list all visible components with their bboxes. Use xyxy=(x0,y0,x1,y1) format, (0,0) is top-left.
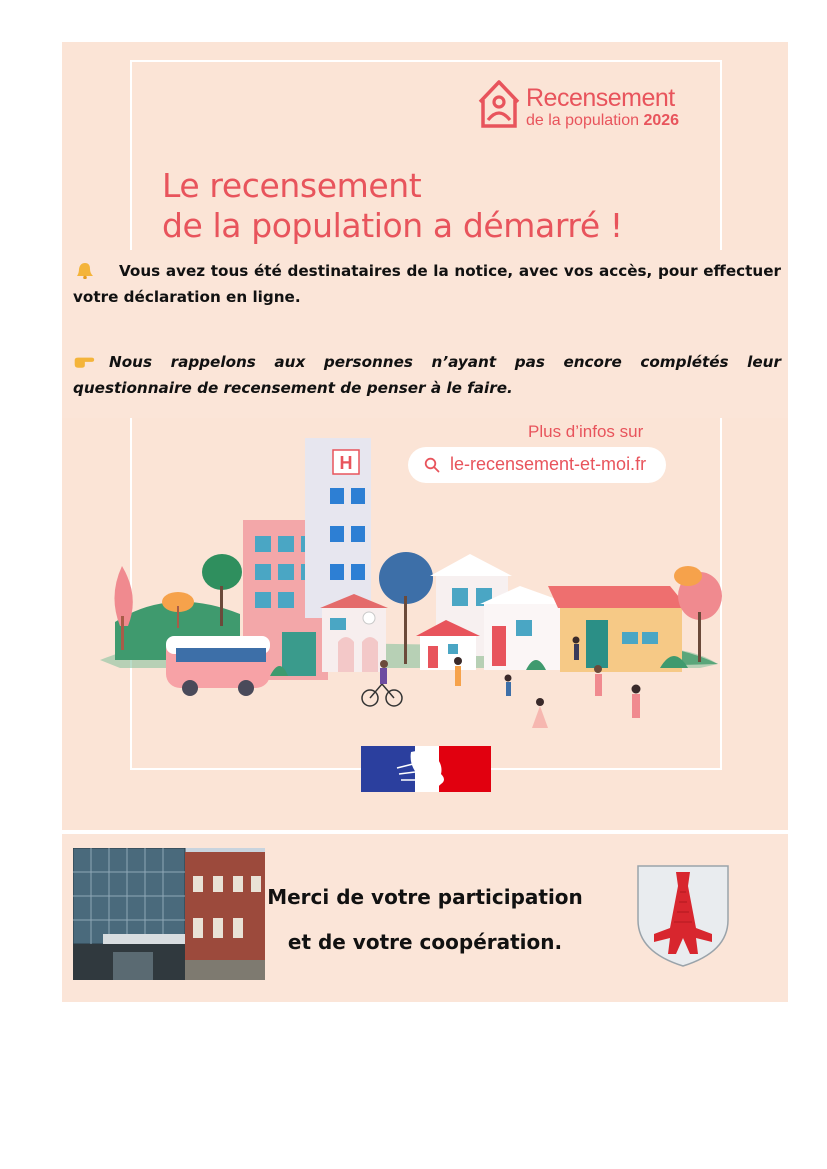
more-info-label: Plus d’infos sur xyxy=(528,422,644,441)
thanks-line-2: et de votre coopération. xyxy=(287,930,563,954)
hospital-sign: H xyxy=(339,453,353,473)
notice-paragraph-2-text: Nous rappelons aux personnes n’ayant pas encore complétés leur questionnaire de recensement de penser à le faire. xyxy=(73,353,781,397)
headline xyxy=(162,166,623,246)
notice-paragraph-2 xyxy=(73,349,781,401)
thanks-line-1: Merci de votre participation xyxy=(267,885,583,909)
headline-line1: Le recensement xyxy=(162,166,422,205)
logo-subtitle-prefix: de la population xyxy=(526,112,639,129)
logo-title: Recensement xyxy=(526,84,675,112)
city-illustration xyxy=(100,436,730,766)
marianne-flag-icon xyxy=(361,746,491,792)
headline-line2: de la population a démarré ! xyxy=(162,206,623,245)
website-url: le-recensement-et-moi.fr xyxy=(450,454,647,474)
coat-of-arms-icon xyxy=(636,864,730,968)
pointing-hand-emoji-icon xyxy=(73,352,95,370)
notice-paragraph-1 xyxy=(73,258,781,310)
notice-paragraph-1-text: Vous avez tous été destinataires de la notice, avec vos accès, pour effectuer votre déclaration en ligne. xyxy=(73,262,781,306)
logo-year: 2026 xyxy=(643,112,680,129)
bell-emoji-icon xyxy=(73,261,95,279)
town-hall-photo xyxy=(73,848,265,980)
logo-subtitle xyxy=(526,112,679,130)
house-person-icon xyxy=(476,76,522,132)
census-logo xyxy=(476,76,706,136)
